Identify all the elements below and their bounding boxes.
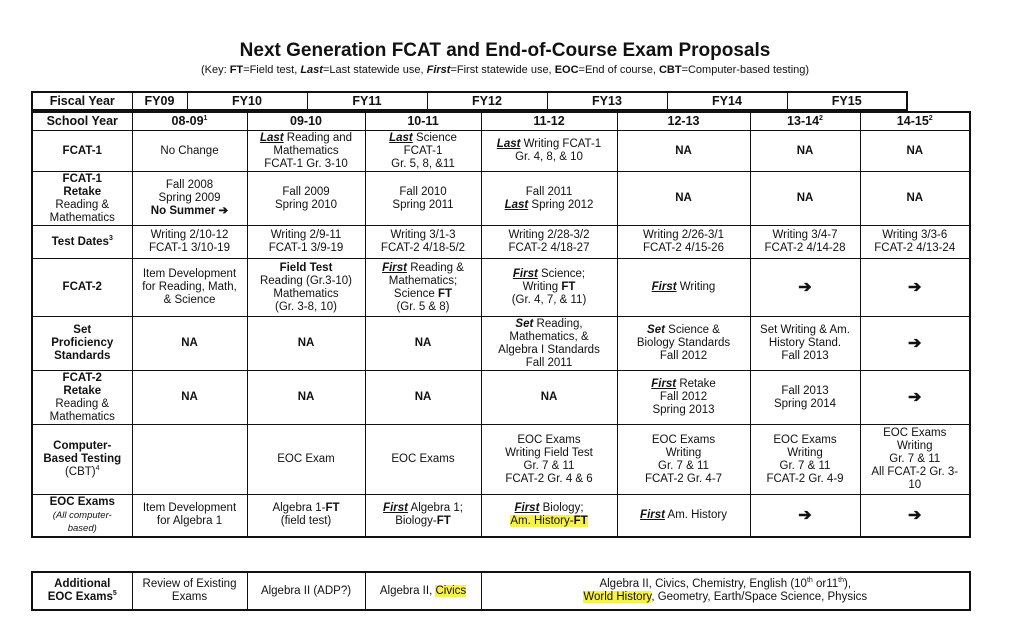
table-cell: Algebra II (ADP?) <box>247 572 365 610</box>
table-cell: Fall 2013 Spring 2014 <box>750 371 860 425</box>
sy-cell: 09-10 <box>247 112 365 131</box>
table-cell: NA <box>247 371 365 425</box>
table-cell: Algebra II, Civics <box>365 572 481 610</box>
table-cell: Set Writing & Am. History Stand. Fall 2013 <box>750 317 860 371</box>
table-cell: Field Test Reading (Gr.3-10) Mathematics (Gr. 3-8, 10) <box>247 259 365 317</box>
sy-cell: 12-13 <box>617 112 750 131</box>
table-cell: NA <box>860 131 970 172</box>
exam-proposal-table <box>31 111 971 538</box>
table-cell: Writing 2/28-3/2 FCAT-2 4/18-27 <box>481 226 617 259</box>
table-cell: Set Science & Biology Standards Fall 2012 <box>617 317 750 371</box>
sy-cell: 10-11 <box>365 112 481 131</box>
right-arrow-icon: ➔ <box>750 259 860 317</box>
fy-cell: FY13 <box>547 92 667 110</box>
table-cell: NA <box>247 317 365 371</box>
fy-cell: FY15 <box>787 92 907 110</box>
table-cell: First Algebra 1; Biology-FT <box>365 495 481 537</box>
right-arrow-icon: ➔ <box>218 205 229 217</box>
fy-cell: FY14 <box>667 92 787 110</box>
table-cell: Last Science FCAT-1 Gr. 5, 8, &11 <box>365 131 481 172</box>
table-cell: Algebra 1-FT (field test) <box>247 495 365 537</box>
highlighted-text: Am. History-FT <box>510 515 588 528</box>
table-cell: NA <box>617 172 750 226</box>
row-label: EOC Exams (All computer- based) <box>32 495 132 537</box>
table-cell: Item Development for Reading, Math, & Science <box>132 259 247 317</box>
fiscal-year-label: Fiscal Year <box>32 92 132 110</box>
table-cell: First Reading & Mathematics; Science FT (Gr. 5 & 8) <box>365 259 481 317</box>
table-cell: NA <box>132 317 247 371</box>
school-year-row <box>32 112 970 131</box>
table-cell: Writing 2/9-11 FCAT-1 3/9-19 <box>247 226 365 259</box>
table-cell: Last Writing FCAT-1 Gr. 4, 8, & 10 <box>481 131 617 172</box>
table-cell: Fall 2011 Last Spring 2012 <box>481 172 617 226</box>
table-cell: NA <box>750 131 860 172</box>
table-cell: EOC Exams Writing Gr. 7 & 11 FCAT-2 Gr. 4-7 <box>617 425 750 495</box>
right-arrow-icon: ➔ <box>750 495 860 537</box>
table-cell: Writing 2/26-3/1 FCAT-2 4/15-26 <box>617 226 750 259</box>
table-cell: Writing 2/10-12 FCAT-1 3/10-19 <box>132 226 247 259</box>
table-cell: EOC Exams Writing Field Test Gr. 7 & 11 FCAT-2 Gr. 4 & 6 <box>481 425 617 495</box>
table-cell: First Biology; Am. History-FT <box>481 495 617 537</box>
sy-cell: $08-09^1$ <box>132 112 247 131</box>
fy-cell: FY09 <box>132 92 187 110</box>
table-cell: EOC Exams <box>365 425 481 495</box>
additional-eoc-table <box>31 571 971 611</box>
table-cell: NA <box>481 371 617 425</box>
row-label: Set Proficiency Standards <box>32 317 132 371</box>
table-cell: NA <box>617 131 750 172</box>
key-legend: (Key: FT=Field test, Last=Last statewide use, First=First statewide use, EOC=End of course, CBT=Computer-based testing) <box>200 64 810 76</box>
table-cell: EOC Exam <box>247 425 365 495</box>
row-label: FCAT-2 <box>32 259 132 317</box>
table-cell: Algebra II, Civics, Chemistry, English (10th or11th), World History, Geometry, Earth/Space Science, Physics <box>481 572 970 610</box>
fiscal-year-table <box>31 91 908 111</box>
table-cell: Set Reading, Mathematics, & Algebra I Standards Fall 2011 <box>481 317 617 371</box>
fiscal-year-row <box>32 92 907 110</box>
highlighted-text: World History <box>583 591 652 603</box>
row-fcat2 <box>32 259 970 317</box>
row-label: FCAT-2 Retake Reading & Mathematics <box>32 371 132 425</box>
table-cell: Writing 3/1-3 FCAT-2 4/18-5/2 <box>365 226 481 259</box>
fy-cell: FY12 <box>427 92 547 110</box>
right-arrow-icon: ➔ <box>860 495 970 537</box>
table-cell: Writing 3/3-6 FCAT-2 4/13-24 <box>860 226 970 259</box>
row-label: Test Dates$^3$ <box>32 226 132 259</box>
table-cell: No Change <box>132 131 247 172</box>
table-cell: First Science; Writing FT (Gr. 4, 7, & 11) <box>481 259 617 317</box>
table-cell <box>132 425 247 495</box>
table-cell: Last Reading and Mathematics FCAT-1 Gr. 3-10 <box>247 131 365 172</box>
row-proficiency-standards <box>32 317 970 371</box>
row-eoc-exams <box>32 495 970 537</box>
table-cell: NA <box>860 172 970 226</box>
row-fcat2-retake <box>32 371 970 425</box>
table-cell: First Retake Fall 2012 Spring 2013 <box>617 371 750 425</box>
sy-cell: $13-14^2$ <box>750 112 860 131</box>
row-label: FCAT-1 Retake Reading & Mathematics <box>32 172 132 226</box>
table-cell: Writing 3/4-7 FCAT-2 4/14-28 <box>750 226 860 259</box>
row-computer-based-testing <box>32 425 970 495</box>
row-test-dates <box>32 226 970 259</box>
row-label: Computer- Based Testing (CBT)$^4$ <box>32 425 132 495</box>
table-cell: EOC Exams Writing Gr. 7 & 11 FCAT-2 Gr. 4-9 <box>750 425 860 495</box>
table-cell: First Writing <box>617 259 750 317</box>
row-fcat1-retake <box>32 172 970 226</box>
school-year-label: School Year <box>32 112 132 131</box>
table-cell: EOC Exams Writing Gr. 7 & 11 All FCAT-2 Gr. 3- 10 <box>860 425 970 495</box>
page-title: Next Generation FCAT and End-of-Course Exam Proposals <box>239 40 771 61</box>
fy-cell: FY11 <box>307 92 427 110</box>
highlighted-text: Civics <box>435 584 467 597</box>
right-arrow-icon: ➔ <box>860 259 970 317</box>
right-arrow-icon: ➔ <box>860 317 970 371</box>
table-cell: NA <box>365 317 481 371</box>
table-cell: NA <box>750 172 860 226</box>
fy-cell: FY10 <box>187 92 307 110</box>
table-cell: First Am. History <box>617 495 750 537</box>
sy-cell: 11-12 <box>481 112 617 131</box>
right-arrow-icon: ➔ <box>860 371 970 425</box>
table-cell: Fall 2010 Spring 2011 <box>365 172 481 226</box>
table-cell: Review of Existing Exams <box>132 572 247 610</box>
row-label: FCAT-1 <box>32 131 132 172</box>
row-fcat1 <box>32 131 970 172</box>
sy-cell: $14-15^2$ <box>860 112 970 131</box>
table-cell: NA <box>365 371 481 425</box>
table-cell: Fall 2008 Spring 2009 No Summer ➔ <box>132 172 247 226</box>
table-cell: NA <box>132 371 247 425</box>
row-additional-eoc <box>32 572 970 610</box>
table-cell: Fall 2009 Spring 2010 <box>247 172 365 226</box>
table-cell: Item Development for Algebra 1 <box>132 495 247 537</box>
row-label: Additional EOC Exams$^5$ <box>32 572 132 610</box>
